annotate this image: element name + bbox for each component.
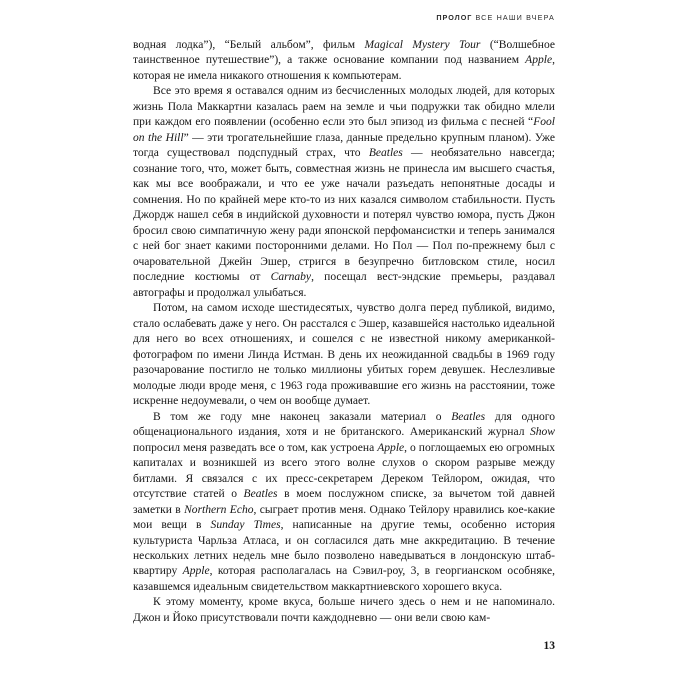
italic-title: Magical Mystery Tour — [364, 39, 481, 51]
italic-title: Beatles — [243, 488, 278, 501]
text-run: водная лодка”), “Белый альбом”, фильм — [133, 39, 365, 51]
text-run: К этому моменту, кроме вкуса, больше ничего здесь о нем и не напоминало. Джон и Йоко присутствовали почти каждодневно — они вели свою кам- — [133, 596, 555, 624]
text-run: В том же году мне наконец заказали материал о — [153, 410, 452, 423]
italic-title: Northern Echo — [184, 503, 254, 516]
text-run: (“Волшебное таинственное путешествие”), а также основание компании под названием — [133, 39, 555, 67]
paragraph — [133, 38, 555, 84]
paragraph — [133, 595, 555, 626]
running-head-section: ПРОЛОГ — [436, 13, 473, 22]
page-number: 13 — [543, 640, 555, 652]
text-run: , которая не имела никакого отношения к компьютерам. — [133, 54, 555, 82]
text-run: для одного общенационального издания, хотя и не британского. Американский журнал — [133, 410, 555, 439]
text-run: Потом, на самом исходе шестидесятых, чувство долга перед публикой, видимо, стало ослабевать даже у него. Он расстался с Эшер, казавшейся настолько идеальной для него во всех отношениях, и сошелся с не известной никому американкой-фотографом по имени Линда Истман. В день их неожиданной свадьбы в 1969 году разочарование постигло не только миллионы убитых горем девушек. Неслезливые молодые люди вроде меня, с 1963 года проживавшие его жизнь на расстоянии, тоже искренне недоумевали, о чем он вообще думает. — [133, 302, 555, 408]
paragraph — [133, 301, 555, 409]
text-run: , посещал вест-эндские премьеры, раздавал автографы и продолжал улыбаться. — [133, 271, 555, 299]
italic-title: Apple — [525, 54, 553, 67]
italic-title: Beatles — [368, 147, 403, 160]
italic-title: Carnaby — [270, 271, 312, 284]
italic-title: Apple — [377, 441, 405, 454]
text-run: , сыграет против меня. Однако Тейлору нравились кое-какие мои вещи в — [133, 503, 555, 532]
text-run: , о поглощаемых ею огромных капиталах и возникшей из всего этого волне слухов о скором разрыве между битлами. Я связался с их пресс-секретарем Дереком Тейлором, ожидая, что отсутствие статей о — [133, 441, 555, 501]
text-run: , написанные на другие темы, особенно история культуриста Чарльза Атласа, и он согласился дать мне аккредитацию. В течение нескольких летних недель мне было позволено наведываться в лондонскую штаб-квартиру — [133, 519, 556, 578]
italic-title: Show — [529, 426, 555, 439]
text-run: в моем послужном списке, за вычетом той давней заметки в — [133, 488, 556, 516]
body-text — [133, 38, 555, 626]
running-head — [133, 14, 555, 21]
running-head-title: ВСЕ НАШИ ВЧЕРА — [475, 13, 555, 22]
text-run: ” — эти трогательнейшие глаза, данные предельно крупным планом). Уже тогда существовал подспудный страх, что — [133, 131, 556, 160]
paragraph — [133, 410, 555, 596]
italic-title: Beatles — [451, 410, 486, 423]
text-run: , которая располагалась на Сэвил-роу, 3, в георгианском особняке, казавшемся идеальным свидетельством маккартниевского хорошего вкуса. — [133, 565, 555, 593]
italic-title: Sunday Times — [210, 519, 281, 532]
paragraph — [133, 84, 555, 301]
italic-title: Fool on the Hill — [133, 116, 555, 144]
text-run: — необязательно навсегда; сознание того, что, может быть, совместная жизнь не принесла им высшего счастья, как мы все воображали, и что ее уже начали разъедать непонятные досады и сомнения. Но по крайней мере кто-то из них казался символом стабильности. Пусть Джордж нашел себя в индийской духовности и потерял чувство юмора, пусть Джон бросил свою симпатичную жену ради японской перфомансистки и теперь занимался с ней бог знает какими посторонними делами. Но Пол — Пол по-прежнему был с очаровательной Джейн Эшер, стригся в безупречно битловском стиле, носил последние костюмы от — [133, 147, 556, 284]
text-run: попросил меня разведать все о том, как устроена — [133, 441, 378, 454]
text-run: Все это время я оставался одним из бесчисленных молодых людей, для которых жизнь Пола Маккартни казалась раем на земле и чьи подружки так обидно млели при каждом его появлении (особенно если это был эпизод из фильма с песней “ — [133, 85, 555, 129]
italic-title: Apple — [182, 565, 210, 578]
